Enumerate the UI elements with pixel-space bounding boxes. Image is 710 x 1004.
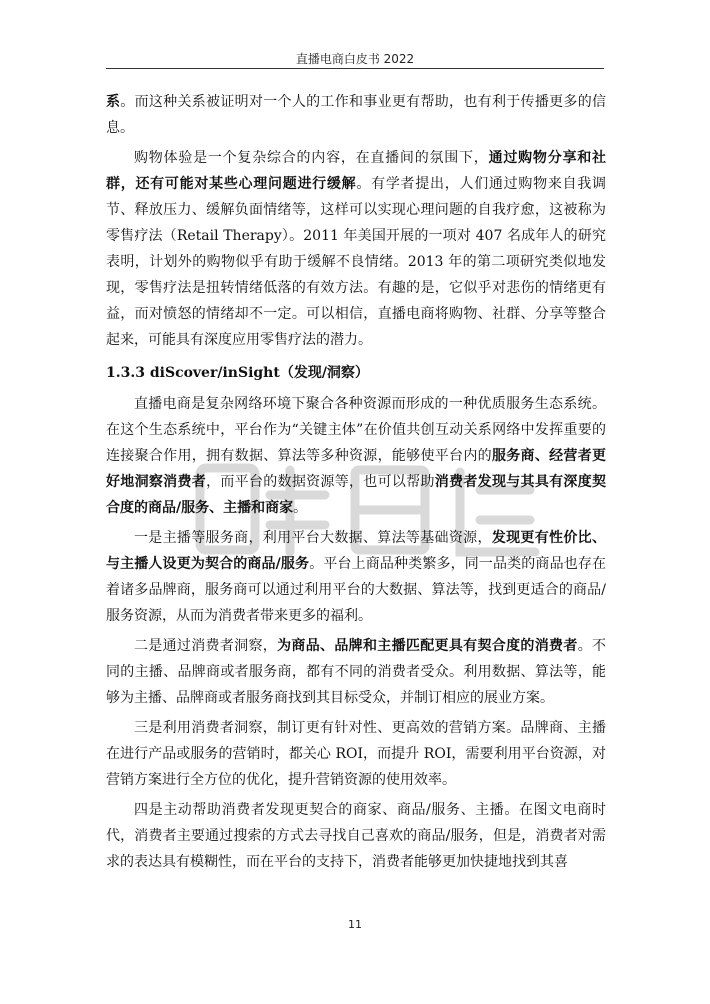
text: 三是利用消费者洞察，制订更有针对性、更高效的营销方案。品牌商、主播在进行产品或服务的营销时，都关心 ROI，而提升 ROI，需要利用平台资源，对营销方案进行全方位的优化，提升营销资源的使用效率。 (106, 720, 606, 788)
text: 直播电商是复杂网络环境下聚合各种资源而形成的一种优质服务生态系统。在这个生态系统中，平台作为“关键主体”在价值共创互动关系网络中发挥重要的连接聚合作用，拥有数据、算法等多种资源，能够使平台内的 (106, 396, 606, 464)
text: 四是主动帮助消费者发现更契合的商家、商品/服务、主播。在图文电商时代，消费者主要通过搜索的方式去寻找自己喜欢的商品/服务，但是，消费者对需求的表达具有模糊性，而在平台的支持下，消费者能够更加快捷地找到其喜 (106, 802, 606, 870)
bold-text: 服务商、经营者更好地洞察消费者 (106, 448, 607, 490)
document-body (106, 89, 606, 875)
text: 。不同的主播、品牌商或者服务商，都有不同的消费者受众。利用数据、算法等，能够为主播、品牌商或者服务商找到其目标受众，并制订相应的展业方案。 (106, 638, 606, 706)
paragraph-point-three (106, 715, 606, 793)
bold-text: 通过购物分享和社群，还有可能对某些心理问题进行缓解 (106, 150, 607, 192)
text: 一是主播等服务商，利用平台大数据、算法等基础资源， (134, 530, 492, 546)
text: ，而平台的数据资源等，也可以帮助 (206, 474, 435, 490)
text: 。有学者提出，人们通过购物来自我调节、释放压力、缓解负面情绪等，这样可以实现心理问题的自我疗愈，这被称为零售疗法（Retail Therapy）。2011 年美国开展的一项对 407 名成年人的研究表明，计划外的购物似乎有助于缓解不良情绪。2013 年的第二项研究类似地发现，零售疗法是扭转情绪低落的有效方法。有趣的是，它似乎对悲伤的情绪更有益，而对愤怒的情绪却不一定。可以相信，直播电商将购物、社群、分享等整合起来，可能具有深度应用零售疗法的潜力。 (106, 176, 607, 348)
bold-text: 系 (106, 94, 121, 110)
text: 。平台上商品种类繁多，同一品类的商品也存在着诸多品牌商，服务商可以通过利用平台的大数据、算法等，找到更适合的商品/服务资源，从而为消费者带来更多的福利。 (106, 556, 606, 624)
paragraph-point-four (106, 797, 606, 875)
bold-text: 消费者发现与其具有深度契合度的商品/服务、主播和商家 (106, 474, 607, 516)
text: 购物体验是一个复杂综合的内容，在直播间的氛围下， (134, 150, 489, 166)
bold-text: 发现更有性价比、与主播人设更为契合的商品/服务 (106, 530, 606, 572)
text: 二是通过消费者洞察， (134, 638, 278, 654)
paragraph-point-one (106, 525, 606, 629)
page-number: 11 (348, 918, 362, 931)
section-heading: 1.3.3 diScover/inSight（发现/洞察） (106, 365, 369, 381)
paragraph-ecosystem (106, 391, 606, 521)
bold-text: 为商品、品牌和主播匹配更具有契合度的消费者 (277, 638, 578, 654)
header-divider (106, 68, 604, 69)
paragraph-retail-therapy (106, 145, 606, 353)
page-header-title: 直播电商白皮书 2022 (295, 52, 415, 66)
paragraph-continued (106, 89, 606, 141)
paragraph-point-two (106, 633, 606, 711)
text: 。而这种关系被证明对一个人的工作和事业更有帮助，也有利于传播更多的信息。 (106, 94, 607, 136)
text: 。 (293, 500, 308, 516)
